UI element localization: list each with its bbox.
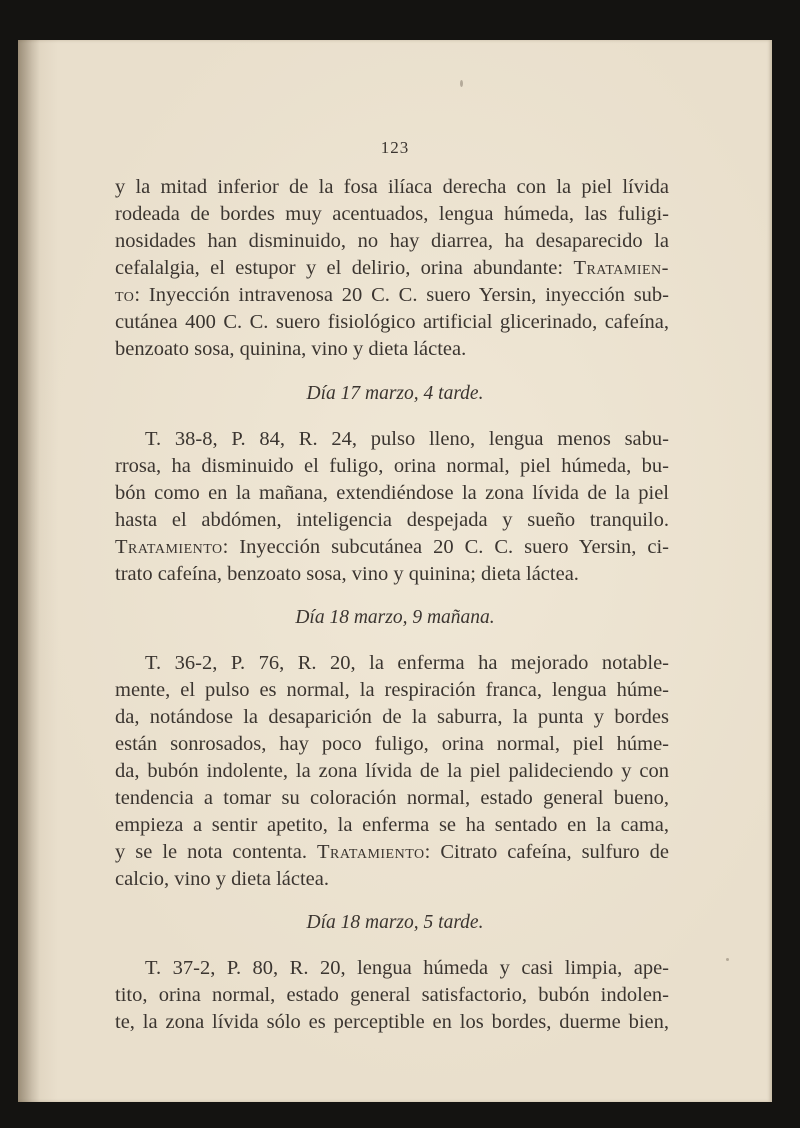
entry-heading-1: Día 17 marzo, 4 tarde. [306, 383, 484, 404]
text-line: empieza a sentir apetito, la enferma se ha sentado en la cama, [115, 814, 669, 836]
treatment-label: Tratamiento [316, 841, 425, 863]
text-line: y la mitad inferior de la fosa ilíaca derecha con la piel lívida [115, 176, 669, 198]
text-line: cutánea 400 C. C. suero fisiológico artificial glicerinado, cafeína, [115, 311, 669, 333]
text-line: da, notándose la desaparición de la saburra, la punta y bordes [115, 706, 669, 728]
text-line: da, bubón indolente, la zona lívida de la piel palideciendo y con [115, 760, 669, 782]
text-line: rrosa, ha disminuido el fuligo, orina normal, piel húmeda, bu- [115, 455, 669, 477]
text-line: bón como en la mañana, extendiéndose la zona lívida de la piel [115, 482, 669, 504]
text-line: están sonrosados, hay poco fuligo, orina normal, piel húme- [115, 733, 669, 755]
entry-heading-2: Día 18 marzo, 9 mañana. [295, 607, 495, 628]
text-line: rodeada de bordes muy acentuados, lengua húmeda, las fuligi- [115, 203, 669, 225]
text-line: benzoato sosa, quinina, vino y dieta láctea. [115, 338, 467, 360]
text-line: calcio, vino y dieta láctea. [115, 868, 330, 890]
entry-heading-3: Día 18 marzo, 5 tarde. [306, 912, 484, 933]
text-line: nosidades han disminuido, no hay diarrea, ha desaparecido la [115, 230, 669, 252]
text-line: T. 37-2, P. 80, R. 20, lengua húmeda y casi limpia, ape- [145, 957, 669, 979]
treatment-label: Tratamiento [115, 536, 223, 558]
treatment-label: Tratamien- [573, 257, 669, 279]
book-page [18, 40, 772, 1102]
text-line: T. 38-8, P. 84, R. 24, pulso lleno, lengua menos sabu- [145, 428, 669, 450]
text-line: trato cafeína, benzoato sosa, vino y quinina; dieta láctea. [115, 563, 579, 585]
text-line: y se le nota contenta. Tratamiento: Citrato cafeína, sulfuro de [115, 841, 669, 863]
text-line: cefalalgia, el estupor y el delirio, orina abundante: Tratamien- [115, 257, 669, 279]
page-number: 123 [380, 138, 410, 157]
text-line: Tratamiento: Inyección subcutánea 20 C. C. suero Yersin, ci- [115, 536, 669, 558]
text-line: to: Inyección intravenosa 20 C. C. suero Yersin, inyección sub- [115, 284, 669, 306]
page-text [18, 40, 772, 1102]
text-line: tendencia a tomar su coloración normal, estado general bueno, [115, 787, 669, 809]
text-line: tito, orina normal, estado general satisfactorio, bubón indolen- [115, 984, 669, 1006]
text-line: te, la zona lívida sólo es perceptible en los bordes, duerme bien, [115, 1011, 669, 1033]
treatment-label: to [115, 284, 135, 306]
text-line: T. 36-2, P. 76, R. 20, la enferma ha mejorado notable- [145, 652, 669, 674]
text-line: mente, el pulso es normal, la respiración franca, lengua húme- [115, 679, 669, 701]
text-line: hasta el abdómen, inteligencia despejada y sueño tranquilo. [115, 509, 669, 531]
